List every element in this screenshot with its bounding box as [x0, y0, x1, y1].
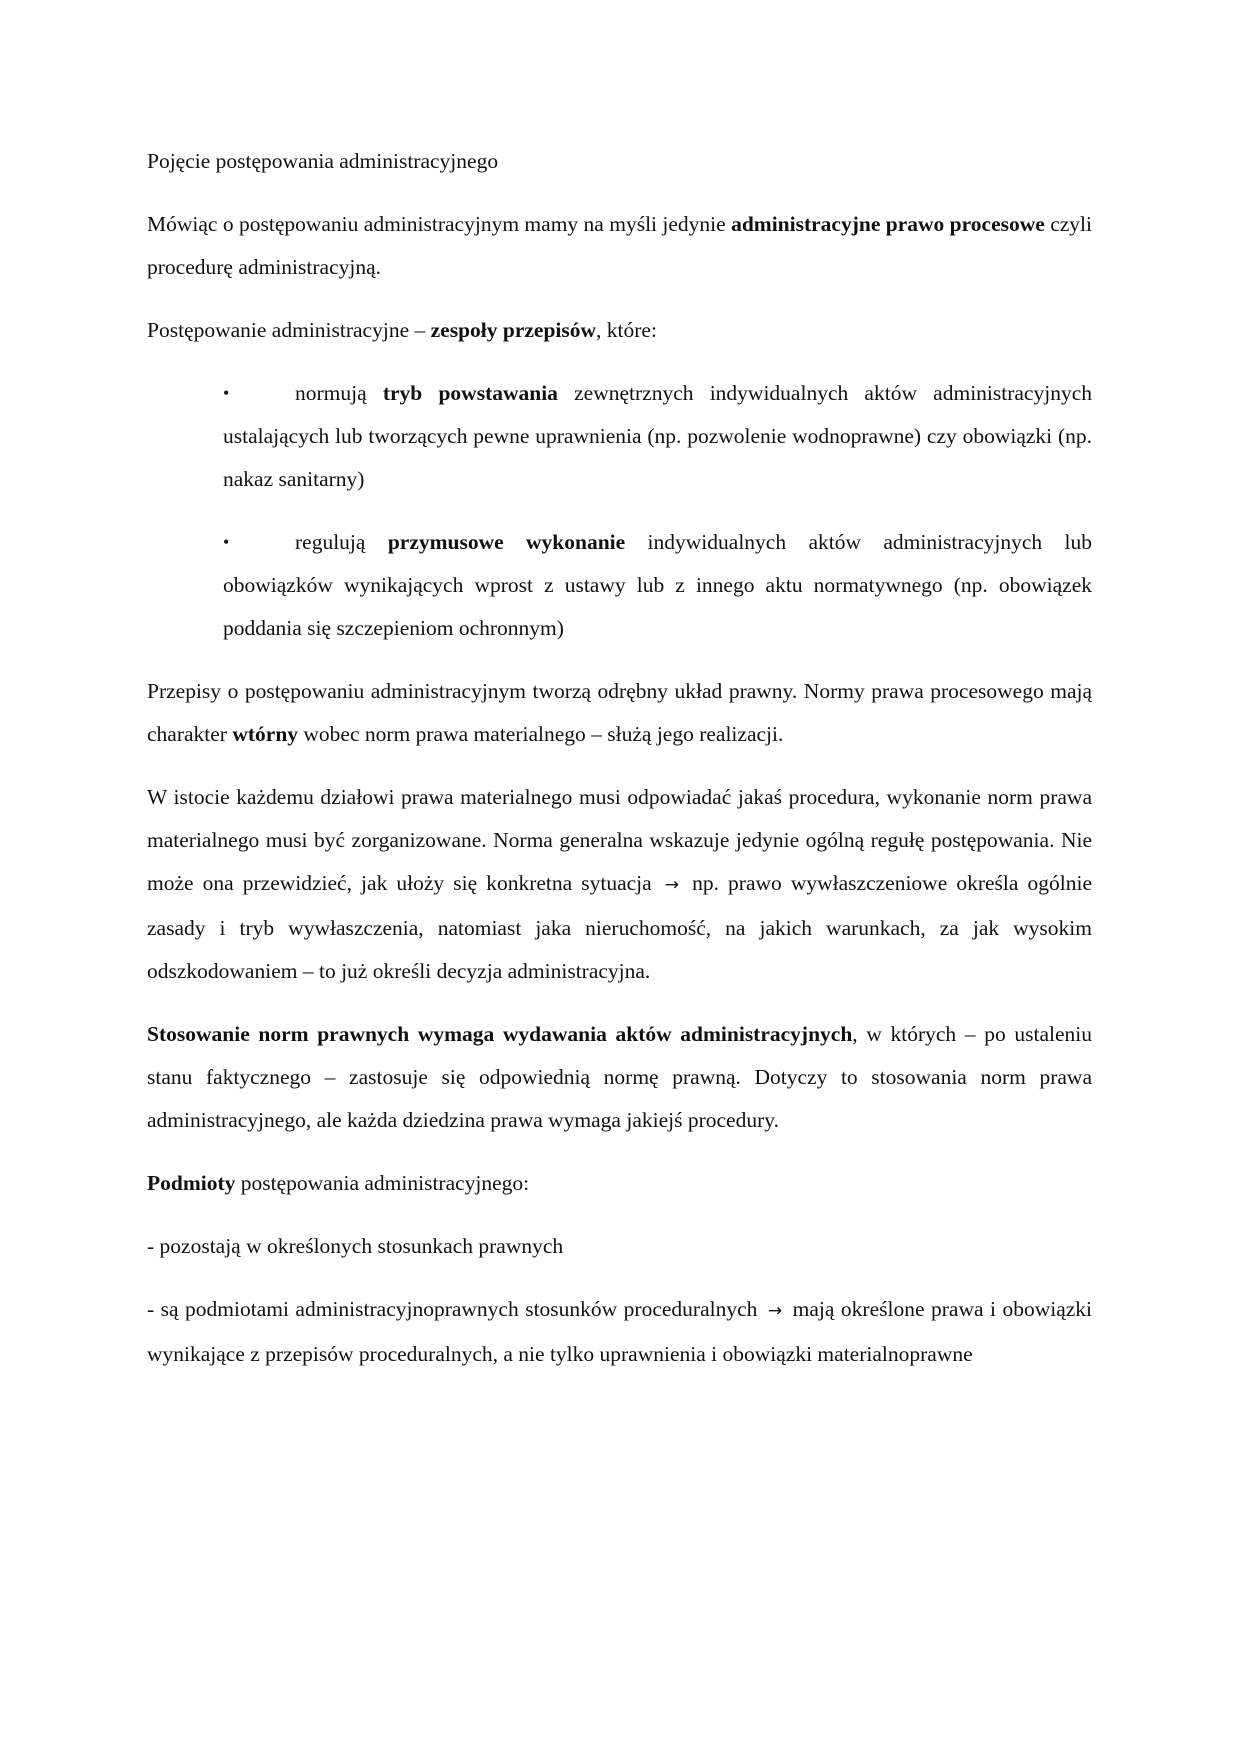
list-item — [223, 521, 1092, 650]
paragraph-text: mają określone prawa i obowiązki wynikające z przepisów proceduralnych, a nie tylko uprawnienia i obowiązki materialnoprawne — [147, 1297, 1093, 1366]
bold-phrase: tryb powstawania — [382, 381, 558, 405]
paragraph-definition — [147, 309, 1092, 352]
paragraph-text: - pozostają w określonych stosunkach prawnych — [147, 1234, 564, 1258]
list-item-text: normują — [295, 381, 383, 405]
paragraph-text: , w których – po ustaleniu stanu faktycznego – zastosuje się odpowiednią normę prawną. Dotyczy to stosowania norm prawa administracyjnego, ale każda dziedzina prawa wymaga jakiejś procedury. — [147, 1022, 1092, 1132]
document-title — [147, 140, 1092, 183]
bold-phrase: Stosowanie norm prawnych wymaga wydawania aktów administracyjnych — [147, 1022, 853, 1046]
paragraph-text: wobec norm prawa materialnego – służą jego realizacji. — [298, 722, 784, 746]
bold-phrase: administracyjne prawo procesowe — [731, 212, 1045, 236]
list-item-text: indywidualnych aktów administracyjnych lub obowiązków wynikających wprost z ustawy lub z innego aktu normatywnego (np. obowiązek poddania się szczepieniom ochronnym) — [223, 530, 1092, 640]
bold-phrase: przymusowe wykonanie — [387, 530, 626, 554]
paragraph-text: W istocie każdemu działowi prawa materialnego musi odpowiadać jakaś procedura, wykonanie norm prawa materialnego musi być zorganizowane. Norma generalna wskazuje jedynie ogólną regułę postępowania. Nie może ona przewidzieć, jak ułoży się konkretna sytuacja — [147, 785, 1092, 895]
paragraph-text: czyli procedurę administracyjną. — [147, 212, 1092, 279]
right-arrow-icon: → — [664, 875, 680, 895]
paragraph-intro — [147, 203, 1092, 289]
document-page — [147, 140, 1092, 1396]
paragraph-procedure — [147, 776, 1092, 993]
paragraph-text: - są podmiotami administracyjnoprawnych stosunków proceduralnych — [147, 1297, 758, 1321]
paragraph-text: np. prawo wywłaszczeniowe określa ogólnie zasady i tryb wywłaszczenia, natomiast jaka nieruchomość, na jakich warunkach, za jak wysokim odszkodowaniem – to już określi decyzja administracyjna. — [147, 871, 1092, 983]
bullet-list — [147, 372, 1092, 650]
bold-phrase: wtórny — [232, 722, 299, 746]
paragraph-text: Mówiąc o postępowaniu administracyjnym mamy na myśli jedynie — [147, 212, 732, 236]
paragraph-text: , które: — [596, 318, 657, 342]
bullet-icon: • — [223, 532, 230, 552]
paragraph-text: Postępowanie administracyjne – — [147, 318, 431, 342]
paragraph-subjects-point-1 — [147, 1225, 1092, 1268]
bullet-icon: • — [223, 383, 230, 403]
title-text: Pojęcie postępowania administracyjnego — [147, 149, 499, 173]
bold-phrase: zespoły przepisów — [430, 318, 597, 342]
list-item-text: zewnętrznych indywidualnych aktów administracyjnych ustalających lub tworzących pewne uprawnienia (np. pozwolenie wodnoprawne) czy obowiązki (np. nakaz sanitarny) — [223, 381, 1092, 491]
bold-phrase: Podmioty — [147, 1171, 236, 1195]
right-arrow-icon: → — [767, 1301, 783, 1321]
paragraph-application — [147, 1013, 1092, 1142]
paragraph-text: postępowania administracyjnego: — [235, 1171, 530, 1195]
paragraph-subjects-heading — [147, 1162, 1092, 1205]
paragraph-subjects-point-2 — [147, 1288, 1092, 1376]
paragraph-text: Przepisy o postępowaniu administracyjnym tworzą odrębny układ prawny. Normy prawa procesowego mają charakter — [147, 679, 1092, 746]
list-item-text: regulują — [295, 530, 388, 554]
paragraph-secondary-nature — [147, 670, 1092, 756]
list-item — [223, 372, 1092, 501]
